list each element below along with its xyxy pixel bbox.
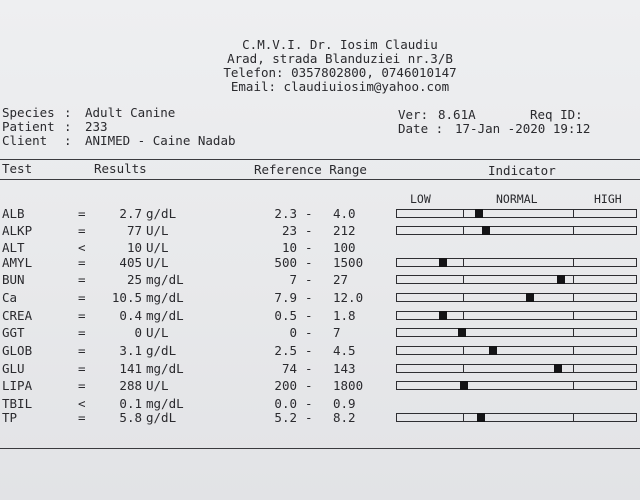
client-value: ANIMED - Caine Nadab — [85, 133, 236, 148]
row-value: 25 — [126, 272, 142, 287]
indicator-bar — [396, 258, 637, 267]
col-test: Test — [2, 161, 33, 176]
row-test: LIPA — [2, 378, 33, 393]
row-value: 10.5 — [111, 290, 142, 305]
row-ref-low: 7 — [289, 272, 297, 287]
row-ref-low: 2.3 — [274, 206, 297, 221]
indicator-marker — [458, 328, 466, 337]
date-label: Date : — [398, 121, 444, 136]
row-ref-dash: - — [305, 343, 313, 358]
client-colon: : — [64, 133, 72, 148]
row-test: TP — [2, 410, 18, 425]
row-unit: mg/dL — [146, 396, 184, 411]
row-ref-low: 23 — [281, 223, 297, 238]
species-colon: : — [64, 105, 72, 120]
version-value: 8.61A — [438, 107, 476, 122]
row-value: 405 — [119, 255, 142, 270]
row-unit: mg/dL — [146, 361, 184, 376]
row-unit: U/L — [146, 378, 169, 393]
row-ref-low: 200 — [274, 378, 297, 393]
row-ref-low: 7.9 — [274, 290, 297, 305]
clinic-address: Arad, strada Blanduziei nr.3/B — [227, 51, 453, 66]
version-label: Ver: — [398, 107, 429, 122]
row-ref-high: 0.9 — [333, 396, 356, 411]
indicator-low-divider — [463, 414, 464, 421]
row-ref-dash: - — [305, 308, 313, 323]
row-unit: g/dL — [146, 410, 177, 425]
row-operator: = — [78, 223, 86, 238]
row-unit: mg/dL — [146, 272, 184, 287]
indicator-bar — [396, 226, 637, 235]
indicator-bar — [396, 381, 637, 390]
row-operator: = — [78, 255, 86, 270]
row-ref-dash: - — [305, 378, 313, 393]
row-ref-low: 0.0 — [274, 396, 297, 411]
indicator-high-divider — [573, 312, 574, 319]
row-unit: g/dL — [146, 343, 177, 358]
row-ref-dash: - — [305, 206, 313, 221]
row-operator: = — [78, 361, 86, 376]
row-ref-low: 0 — [289, 325, 297, 340]
row-ref-high: 1.8 — [333, 308, 356, 323]
indicator-bar — [396, 311, 637, 320]
row-test: CREA — [2, 308, 33, 323]
indicator-low-label: LOW — [410, 192, 431, 206]
row-ref-high: 1500 — [333, 255, 364, 270]
indicator-marker — [557, 275, 565, 284]
row-ref-high: 100 — [333, 240, 356, 255]
row-value: 0 — [134, 325, 142, 340]
indicator-bar — [396, 346, 637, 355]
row-operator: = — [78, 410, 86, 425]
indicator-high-divider — [573, 227, 574, 234]
row-ref-high: 8.2 — [333, 410, 356, 425]
row-ref-high: 4.0 — [333, 206, 356, 221]
row-ref-dash: - — [305, 410, 313, 425]
row-test: GLOB — [2, 343, 33, 358]
indicator-marker — [475, 209, 483, 218]
header-top-rule — [0, 159, 640, 160]
indicator-high-label: HIGH — [594, 192, 622, 206]
row-ref-low: 10 — [281, 240, 297, 255]
row-ref-high: 1800 — [333, 378, 364, 393]
patient-colon: : — [64, 119, 72, 134]
indicator-marker — [439, 311, 447, 320]
row-ref-low: 5.2 — [274, 410, 297, 425]
row-value: 0.4 — [119, 308, 142, 323]
species-value: Adult Canine — [85, 105, 176, 120]
row-ref-dash: - — [305, 240, 313, 255]
indicator-high-divider — [573, 382, 574, 389]
row-test: GGT — [2, 325, 25, 340]
indicator-normal-label: NORMAL — [496, 192, 538, 206]
row-ref-dash: - — [305, 255, 313, 270]
row-test: ALKP — [2, 223, 33, 238]
client-label: Client — [2, 133, 48, 148]
row-operator: < — [78, 240, 86, 255]
row-test: AMYL — [2, 255, 33, 270]
row-ref-low: 0.5 — [274, 308, 297, 323]
header-bottom-rule — [0, 179, 640, 180]
row-value: 2.7 — [119, 206, 142, 221]
patient-value: 233 — [85, 119, 108, 134]
clinic-name: C.M.V.I. Dr. Iosim Claudiu — [242, 37, 438, 52]
row-value: 141 — [119, 361, 142, 376]
indicator-high-divider — [573, 259, 574, 266]
indicator-high-divider — [573, 414, 574, 421]
indicator-low-divider — [463, 312, 464, 319]
indicator-bar — [396, 328, 637, 337]
col-results: Results — [94, 161, 147, 176]
row-value: 10 — [126, 240, 142, 255]
row-operator: < — [78, 396, 86, 411]
row-ref-high: 12.0 — [333, 290, 364, 305]
row-value: 288 — [119, 378, 142, 393]
row-value: 5.8 — [119, 410, 142, 425]
indicator-bar — [396, 413, 637, 422]
row-ref-low: 74 — [281, 361, 297, 376]
indicator-high-divider — [573, 294, 574, 301]
indicator-low-divider — [463, 227, 464, 234]
row-ref-dash: - — [305, 325, 313, 340]
clinic-email: Email: claudiuiosim@yahoo.com — [230, 79, 450, 94]
row-operator: = — [78, 206, 86, 221]
row-ref-low: 2.5 — [274, 343, 297, 358]
indicator-bar — [396, 364, 637, 373]
row-operator: = — [78, 343, 86, 358]
row-value: 77 — [126, 223, 142, 238]
indicator-marker — [482, 226, 490, 235]
row-test: TBIL — [2, 396, 33, 411]
indicator-bar — [396, 209, 637, 218]
row-ref-high: 143 — [333, 361, 356, 376]
row-operator: = — [78, 290, 86, 305]
row-ref-high: 27 — [333, 272, 349, 287]
row-ref-dash: - — [305, 272, 313, 287]
footer-rule — [0, 448, 640, 449]
row-operator: = — [78, 325, 86, 340]
row-test: ALT — [2, 240, 25, 255]
indicator-bar — [396, 275, 637, 284]
date-value: 17-Jan -2020 19:12 — [455, 121, 591, 136]
indicator-high-divider — [573, 329, 574, 336]
row-test: BUN — [2, 272, 25, 287]
row-unit: U/L — [146, 255, 169, 270]
indicator-low-divider — [463, 365, 464, 372]
indicator-high-divider — [573, 210, 574, 217]
row-ref-high: 7 — [333, 325, 341, 340]
clinic-phone: Telefon: 0357802800, 0746010147 — [223, 65, 457, 80]
row-unit: U/L — [146, 223, 169, 238]
indicator-marker — [439, 258, 447, 267]
row-unit: g/dL — [146, 206, 177, 221]
row-ref-dash: - — [305, 290, 313, 305]
row-ref-high: 212 — [333, 223, 356, 238]
indicator-high-divider — [573, 347, 574, 354]
indicator-low-divider — [463, 210, 464, 217]
row-test: GLU — [2, 361, 25, 376]
row-value: 3.1 — [119, 343, 142, 358]
indicator-high-divider — [573, 276, 574, 283]
indicator-low-divider — [463, 347, 464, 354]
indicator-bar — [396, 293, 637, 302]
row-ref-dash: - — [305, 396, 313, 411]
indicator-marker — [477, 413, 485, 422]
row-unit: U/L — [146, 240, 169, 255]
row-operator: = — [78, 378, 86, 393]
indicator-low-divider — [463, 259, 464, 266]
species-label: Species — [2, 105, 55, 120]
row-ref-low: 500 — [274, 255, 297, 270]
row-unit: mg/dL — [146, 290, 184, 305]
indicator-low-divider — [463, 276, 464, 283]
col-indicator: Indicator — [488, 163, 556, 178]
row-ref-high: 4.5 — [333, 343, 356, 358]
row-unit: U/L — [146, 325, 169, 340]
row-unit: mg/dL — [146, 308, 184, 323]
row-test: Ca — [2, 290, 18, 305]
indicator-high-divider — [573, 365, 574, 372]
row-test: ALB — [2, 206, 25, 221]
row-operator: = — [78, 308, 86, 323]
indicator-marker — [526, 293, 534, 302]
indicator-low-divider — [463, 294, 464, 301]
row-operator: = — [78, 272, 86, 287]
indicator-marker — [460, 381, 468, 390]
indicator-marker — [554, 364, 562, 373]
patient-label: Patient — [2, 119, 55, 134]
col-reference: Reference Range — [254, 162, 367, 177]
req-id-label: Req ID: — [530, 107, 583, 122]
indicator-marker — [489, 346, 497, 355]
row-value: 0.1 — [119, 396, 142, 411]
row-ref-dash: - — [305, 361, 313, 376]
row-ref-dash: - — [305, 223, 313, 238]
